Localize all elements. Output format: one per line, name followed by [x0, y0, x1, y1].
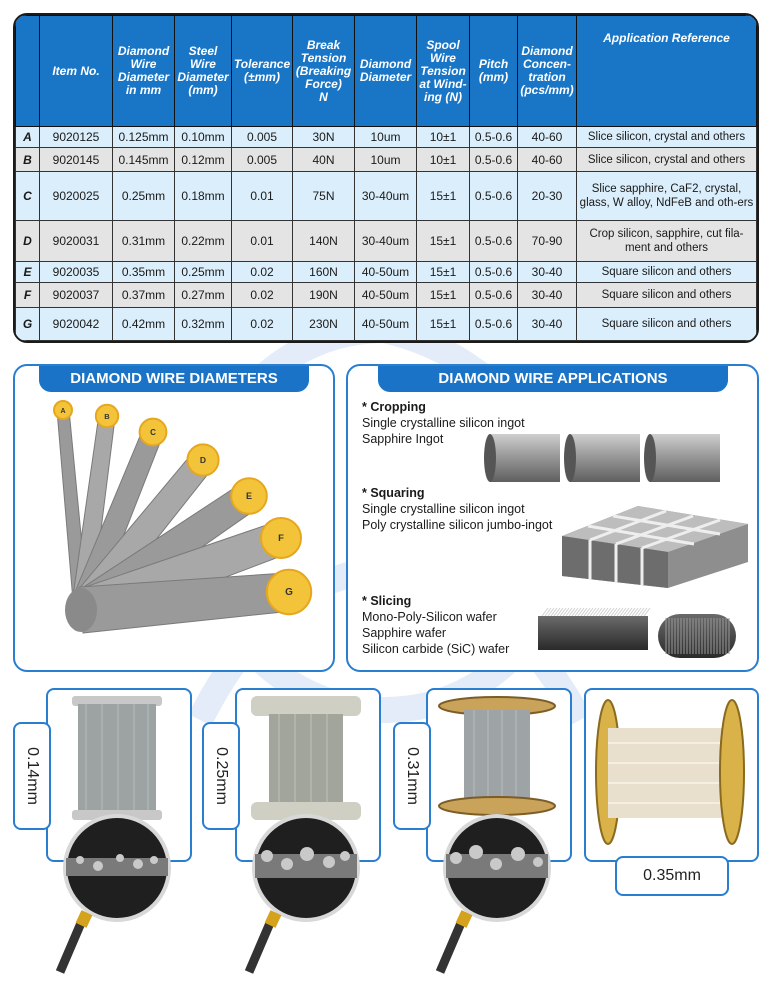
spec-cell-diamond-wire: 0.35mm	[113, 262, 175, 283]
spec-cell-break-tension: 230N	[293, 307, 355, 340]
slicing-wafers-illustration	[538, 608, 736, 658]
spec-cell-application: Slice silicon, crystal and others	[577, 127, 757, 148]
spec-cell-letter: G	[16, 307, 40, 340]
spec-cell-steel-wire: 0.12mm	[175, 148, 232, 172]
spec-cell-diamond-diameter: 40-50um	[355, 307, 417, 340]
spec-header-cell: Spool Wire Tension at Wind- ing (N)	[417, 16, 470, 127]
slicing-line-1: Mono-Poly-Silicon wafer	[362, 610, 497, 624]
spec-cell-diamond-diameter: 40-50um	[355, 262, 417, 283]
wire-label: C	[150, 428, 156, 437]
spec-cell-pitch: 0.5-0.6	[470, 262, 518, 283]
spec-cell-diamond-diameter: 10um	[355, 148, 417, 172]
spec-header-cell: Application Reference	[577, 16, 757, 127]
spec-cell-spool-tension: 15±1	[417, 172, 470, 220]
wire-label: A	[60, 408, 66, 415]
spec-table-row	[16, 172, 757, 220]
spec-table-row	[16, 307, 757, 340]
spool-illustration-3	[426, 682, 568, 982]
diameters-panel-title: DIAMOND WIRE DIAMETERS	[39, 366, 309, 392]
spool-size-tab-4	[615, 856, 729, 896]
spec-cell-application: Square silicon and others	[577, 262, 757, 283]
spec-cell-diamond-wire: 0.31mm	[113, 220, 175, 261]
spec-cell-letter: E	[16, 262, 40, 283]
spec-cell-pitch: 0.5-0.6	[470, 148, 518, 172]
squaring-line-2: Poly crystalline silicon jumbo-ingot	[362, 518, 553, 532]
spec-cell-item: 9020042	[40, 307, 113, 340]
spec-cell-diamond-wire: 0.42mm	[113, 307, 175, 340]
spec-cell-diamond-wire: 0.37mm	[113, 283, 175, 307]
slicing-line-2: Sapphire wafer	[362, 626, 447, 640]
wire-diameters-illustration	[15, 366, 333, 670]
wire-label: F	[278, 533, 284, 544]
spec-cell-concentration: 30-40	[518, 307, 577, 340]
spec-table-row	[16, 127, 757, 148]
spec-cell-item: 9020025	[40, 172, 113, 220]
spool-size-label-3: 0.31mm	[404, 747, 422, 805]
spec-cell-break-tension: 40N	[293, 148, 355, 172]
spec-cell-spool-tension: 15±1	[417, 220, 470, 261]
spec-header-cell: Tolerance (±mm)	[232, 16, 293, 127]
spec-cell-pitch: 0.5-0.6	[470, 127, 518, 148]
slicing-line-3: Silicon carbide (SiC) wafer	[362, 642, 510, 656]
spec-cell-tolerance: 0.005	[232, 148, 293, 172]
spec-cell-tolerance: 0.02	[232, 262, 293, 283]
spec-table-row	[16, 220, 757, 261]
spec-cell-tolerance: 0.005	[232, 127, 293, 148]
application-illustrations	[348, 366, 757, 670]
spec-cell-steel-wire: 0.18mm	[175, 172, 232, 220]
spec-cell-diamond-wire: 0.145mm	[113, 148, 175, 172]
cropping-line-1: Single crystalline silicon ingot	[362, 416, 525, 430]
wire-label: G	[285, 587, 293, 598]
spec-cell-concentration: 30-40	[518, 283, 577, 307]
spec-cell-diamond-diameter: 40-50um	[355, 283, 417, 307]
spec-table-row	[16, 148, 757, 172]
spec-cell-steel-wire: 0.27mm	[175, 283, 232, 307]
spec-header-cell: Steel Wire Diameter (mm)	[175, 16, 232, 127]
spec-header-cell: Diamond Wire Diameter in mm	[113, 16, 175, 127]
spec-table-header-row	[16, 16, 757, 127]
cropping-heading: * Cropping	[362, 400, 426, 414]
diameters-panel	[13, 364, 335, 672]
spec-cell-tolerance: 0.02	[232, 283, 293, 307]
squaring-blocks-illustration	[562, 506, 748, 588]
spec-cell-application: Slice sapphire, CaF2, crystal, glass, W alloy, NdFeB and oth-ers	[577, 172, 757, 220]
spec-cell-application: Crop silicon, sapphire, cut fila-ment and others	[577, 220, 757, 261]
spool-size-label-4: 0.35mm	[643, 867, 701, 884]
spec-cell-item: 9020145	[40, 148, 113, 172]
spec-header-cell: Diamond Diameter	[355, 16, 417, 127]
spec-header-cell: Diamond Concen- tration (pcs/mm)	[518, 16, 577, 127]
slicing-heading: * Slicing	[362, 594, 412, 608]
spec-cell-application: Square silicon and others	[577, 283, 757, 307]
spec-cell-steel-wire: 0.22mm	[175, 220, 232, 261]
spec-cell-spool-tension: 10±1	[417, 127, 470, 148]
spec-cell-spool-tension: 15±1	[417, 262, 470, 283]
spec-header-cell: Pitch (mm)	[470, 16, 518, 127]
spec-cell-steel-wire: 0.32mm	[175, 307, 232, 340]
spec-cell-tolerance: 0.02	[232, 307, 293, 340]
spec-cell-application: Slice silicon, crystal and others	[577, 148, 757, 172]
spec-cell-diamond-diameter: 30-40um	[355, 172, 417, 220]
spec-cell-concentration: 20-30	[518, 172, 577, 220]
wire-label: D	[199, 455, 207, 465]
spec-cell-diamond-diameter: 30-40um	[355, 220, 417, 261]
spec-cell-break-tension: 160N	[293, 262, 355, 283]
spec-cell-letter: C	[16, 172, 40, 220]
cropping-ingots-illustration	[484, 434, 720, 482]
wire-label: E	[245, 491, 253, 501]
spec-cell-pitch: 0.5-0.6	[470, 220, 518, 261]
spec-cell-steel-wire: 0.10mm	[175, 127, 232, 148]
spec-header-cell: Item No.	[40, 16, 113, 127]
spec-cell-spool-tension: 10±1	[417, 148, 470, 172]
spec-header-cell: Break Tension (Breaking Force) N	[293, 16, 355, 127]
spec-cell-spool-tension: 15±1	[417, 307, 470, 340]
spec-cell-break-tension: 140N	[293, 220, 355, 261]
spec-cell-concentration: 40-60	[518, 127, 577, 148]
applications-panel	[346, 364, 759, 672]
spec-cell-tolerance: 0.01	[232, 220, 293, 261]
spec-cell-concentration: 70-90	[518, 220, 577, 261]
wire-bundle-base	[65, 588, 97, 632]
spool-illustration-2	[235, 682, 377, 982]
spec-cell-concentration: 40-60	[518, 148, 577, 172]
spec-cell-letter: F	[16, 283, 40, 307]
squaring-heading: * Squaring	[362, 486, 425, 500]
spec-cell-break-tension: 75N	[293, 172, 355, 220]
spec-cell-diamond-diameter: 10um	[355, 127, 417, 148]
spool-size-label-1: 0.14mm	[24, 747, 42, 805]
spec-table-row	[16, 283, 757, 307]
wire-label: B	[104, 412, 110, 421]
spec-cell-break-tension: 190N	[293, 283, 355, 307]
spec-cell-diamond-wire: 0.125mm	[113, 127, 175, 148]
spec-cell-application: Square silicon and others	[577, 307, 757, 340]
spool-size-label-2: 0.25mm	[213, 747, 231, 805]
cropping-line-2: Sapphire Ingot	[362, 432, 444, 446]
spec-cell-pitch: 0.5-0.6	[470, 172, 518, 220]
spool-illustration-4	[584, 688, 755, 858]
spec-cell-spool-tension: 15±1	[417, 283, 470, 307]
spec-cell-pitch: 0.5-0.6	[470, 307, 518, 340]
spec-cell-letter: D	[16, 220, 40, 261]
spec-cell-break-tension: 30N	[293, 127, 355, 148]
spool-illustration-1	[46, 682, 188, 982]
spec-cell-tolerance: 0.01	[232, 172, 293, 220]
spec-cell-item: 9020037	[40, 283, 113, 307]
spec-table	[15, 15, 757, 341]
spec-cell-steel-wire: 0.25mm	[175, 262, 232, 283]
applications-panel-title: DIAMOND WIRE APPLICATIONS	[378, 366, 728, 392]
spec-header-cell	[16, 16, 40, 127]
spec-table-container	[13, 13, 759, 343]
spec-cell-item: 9020035	[40, 262, 113, 283]
spec-cell-letter: A	[16, 127, 40, 148]
spec-cell-item: 9020125	[40, 127, 113, 148]
spec-cell-item: 9020031	[40, 220, 113, 261]
spec-cell-diamond-wire: 0.25mm	[113, 172, 175, 220]
spec-table-row	[16, 262, 757, 283]
spec-cell-concentration: 30-40	[518, 262, 577, 283]
squaring-line-1: Single crystalline silicon ingot	[362, 502, 525, 516]
spec-cell-pitch: 0.5-0.6	[470, 283, 518, 307]
spec-cell-letter: B	[16, 148, 40, 172]
